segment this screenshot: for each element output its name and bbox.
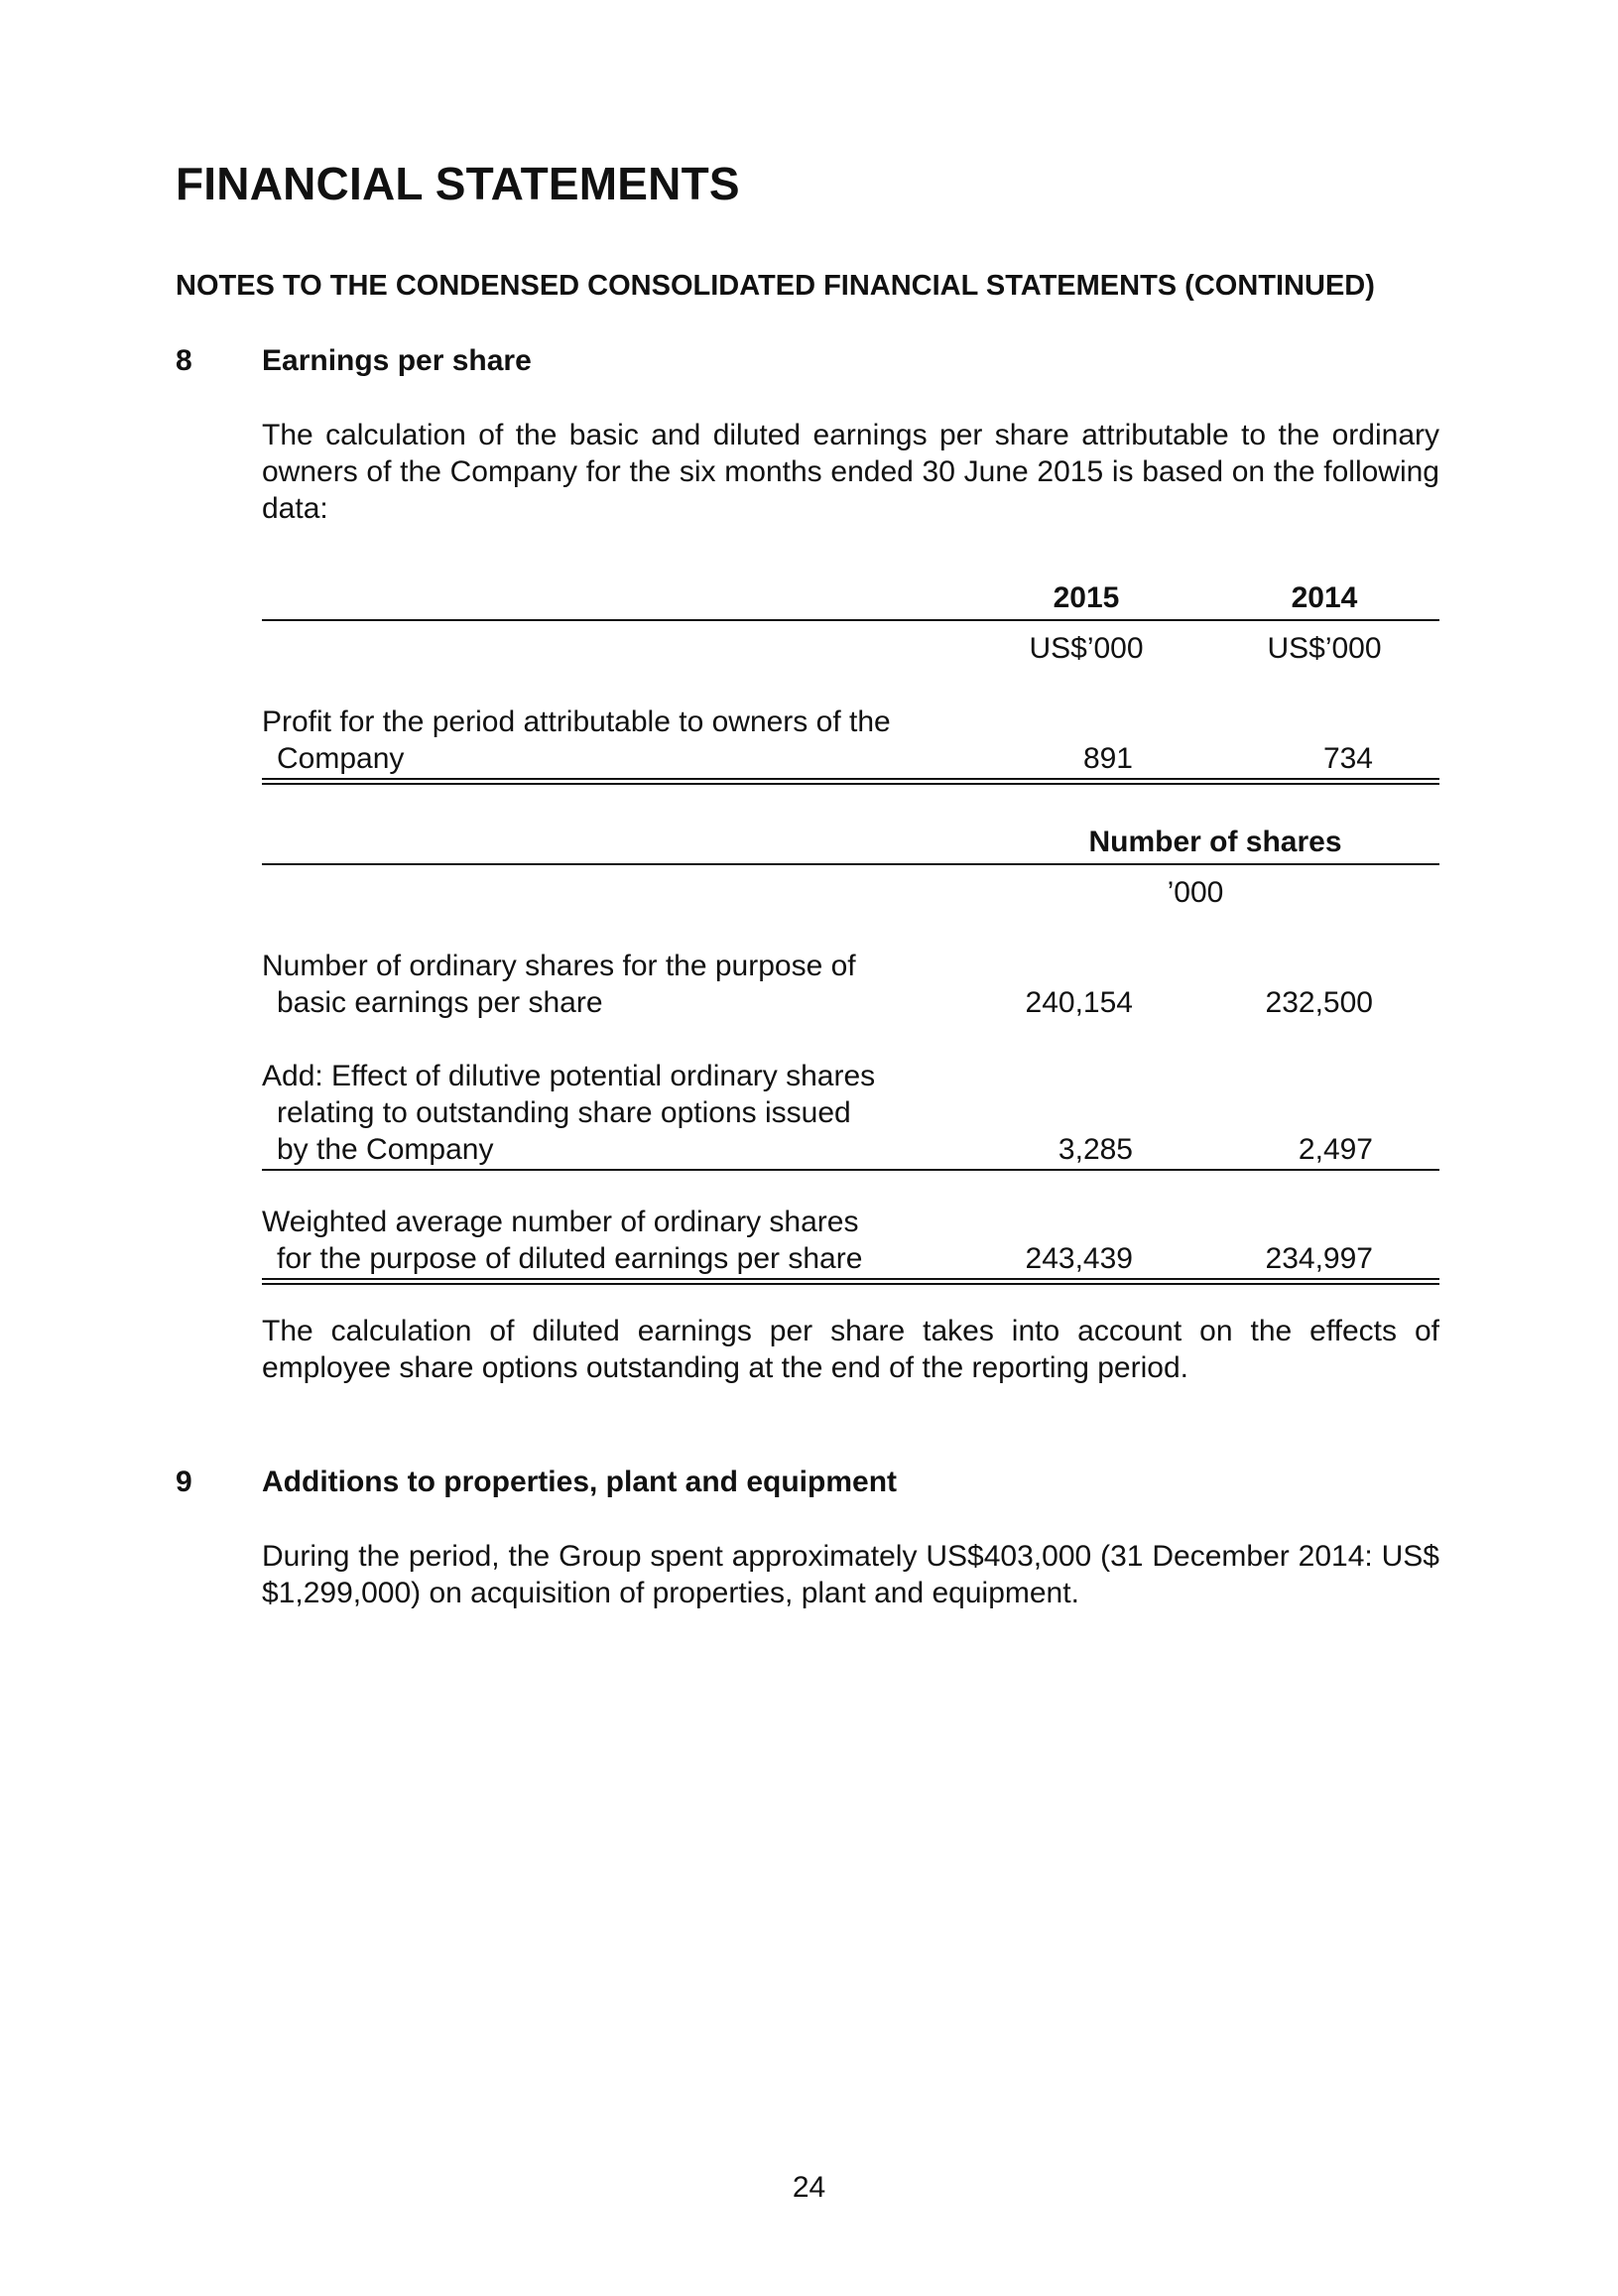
notes-heading: NOTES TO THE CONDENSED CONSOLIDATED FINANCIAL STATEMENTS (CONTINUED): [176, 270, 1375, 302]
section-9-title: Additions to properties, plant and equipment: [262, 1466, 898, 1498]
table-rule: [262, 863, 1439, 865]
profit-label-line1: Profit for the period attributable to owners of the: [262, 705, 891, 738]
section-8-intro: The calculation of the basic and diluted earnings per share attributable to the ordinary owners of the Company for the six months ended 30 June 2015 is based on the following data:: [262, 419, 1439, 525]
section-8-title: Earnings per share: [262, 344, 532, 377]
basic-shares-2015: 240,154: [1025, 986, 1133, 1019]
col-header-2014: 2014: [1291, 581, 1358, 614]
weighted-2015: 243,439: [1025, 1242, 1133, 1275]
section-9-body: During the period, the Group spent approximately US$403,000 (31 December 2014: US$ $1,299,000) on acquisition of properties, plant and equipment.: [262, 1540, 1439, 1609]
table-double-rule: [262, 778, 1439, 785]
dilutive-label-line1: Add: Effect of dilutive potential ordinary shares: [262, 1060, 876, 1092]
shares-heading: Number of shares: [1088, 826, 1342, 858]
basic-shares-label-line2: basic earnings per share: [277, 986, 603, 1019]
profit-value-2015: 891: [1082, 742, 1133, 775]
unit-2014: US$’000: [1267, 632, 1382, 665]
weighted-label-line2: for the purpose of diluted earnings per share: [277, 1242, 863, 1275]
table-rule: [262, 619, 1439, 621]
section-8-number: 8: [176, 344, 192, 377]
table-rule: [262, 1169, 1439, 1171]
shares-unit: ’000: [1167, 876, 1224, 909]
dilutive-label-line2: relating to outstanding share options issued: [277, 1096, 851, 1129]
profit-value-2014: 734: [1322, 742, 1373, 775]
dilutive-2015: 3,285: [1058, 1133, 1133, 1166]
page-number: 24: [792, 2171, 826, 2204]
section-8-closing: The calculation of diluted earnings per share takes into account on the effects of employee share options outstanding at the end of the reporting period.: [262, 1315, 1439, 1384]
table-double-rule: [262, 1278, 1439, 1285]
col-header-2015: 2015: [1053, 581, 1120, 614]
unit-2015: US$’000: [1029, 632, 1144, 665]
basic-shares-label-line1: Number of ordinary shares for the purpose of: [262, 950, 856, 982]
basic-shares-2014: 232,500: [1265, 986, 1373, 1019]
page-title: FINANCIAL STATEMENTS: [176, 158, 740, 209]
weighted-2014: 234,997: [1265, 1242, 1373, 1275]
dilutive-label-line3: by the Company: [277, 1133, 494, 1166]
dilutive-2014: 2,497: [1298, 1133, 1373, 1166]
section-9-number: 9: [176, 1466, 192, 1498]
weighted-label-line1: Weighted average number of ordinary shares: [262, 1206, 859, 1238]
profit-label-line2: Company: [277, 742, 405, 775]
